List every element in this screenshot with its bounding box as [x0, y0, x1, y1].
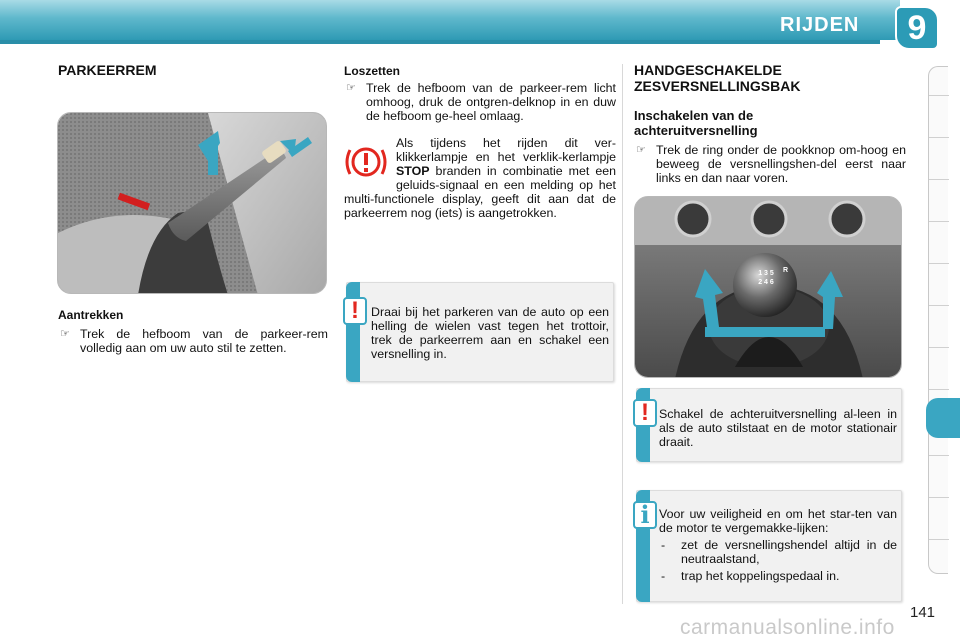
warning-text-part1: Als tijdens het rijden dit ver-klikkerlampje en het verklik-kerlampje	[396, 136, 616, 164]
safety-info-item	[659, 538, 897, 566]
reverse-instruction	[634, 143, 906, 185]
warning-light-section	[344, 136, 616, 220]
reverse-gear-label: R	[783, 267, 789, 274]
rail-divider	[929, 455, 949, 456]
safety-info-item	[659, 569, 897, 583]
pointing-hand-icon: ☞	[636, 144, 646, 156]
page-header	[0, 0, 960, 52]
rail-divider	[929, 305, 949, 306]
rail-divider	[929, 263, 949, 264]
info-icon: i	[633, 501, 657, 529]
parking-brake-title: PARKEERREM	[58, 62, 157, 78]
release-text: Trek de hefboom van de parkeer-rem licht omhoog, druk de ontgren-delknop in en duw de hefboom ge-heel omlaag.	[366, 81, 616, 123]
reverse-warning-text: Schakel de achteruitversnelling al-leen in als de auto stilstaat en de motor stationair draait.	[659, 407, 897, 449]
parking-slope-note-text: Draai bij het parkeren van de auto op een helling de wielen vast tegen het trottoir, trek de parkeerrem aan en schakel een versnelling in.	[371, 305, 609, 361]
parking-slope-note	[346, 282, 614, 382]
pointing-hand-icon: ☞	[60, 328, 70, 340]
gear-lever-photo	[634, 196, 902, 378]
watermark: carmanualsonline.info	[680, 616, 895, 639]
apply-text: Trek de hefboom van de parkeer-rem volledig aan om uw auto stil te zetten.	[80, 327, 328, 355]
section-title: RIJDEN	[780, 14, 860, 36]
rail-divider	[929, 221, 949, 222]
parking-brake-illustration	[58, 113, 327, 294]
release-instruction	[344, 81, 616, 123]
reverse-subtitle-line1: Inschakelen van de	[634, 108, 754, 123]
list-dash: -	[661, 538, 666, 552]
release-section	[344, 64, 616, 123]
header-rule	[0, 40, 880, 44]
parking-brake-photo	[57, 112, 327, 294]
safety-info-content	[659, 507, 897, 583]
warning-exclamation-icon: !	[633, 399, 657, 427]
warning-text-part2: branden in combinatie met een geluids-signaal en een melding op het multi-functionele display, geeft dit aan dat de parkeerrem nog (iets) is aangetrokken.	[344, 164, 616, 220]
rail-divider	[929, 389, 949, 390]
release-heading: Loszetten	[344, 64, 401, 78]
header-bar	[0, 0, 900, 40]
stop-label: STOP	[396, 164, 430, 178]
safety-info-item-text: trap het koppelingspedaal in.	[681, 569, 840, 583]
chapter-tab-rail	[928, 66, 948, 574]
pointing-hand-icon: ☞	[346, 82, 356, 94]
gearbox-section	[634, 62, 906, 185]
rail-divider	[929, 347, 949, 348]
apply-section	[58, 308, 328, 355]
page-number: 141	[910, 604, 936, 621]
brake-warning-light-icon	[344, 140, 388, 184]
rail-divider	[929, 95, 949, 96]
safety-info-intro: Voor uw veiligheid en om het star-ten van de motor te vergemakke-lijken:	[659, 507, 897, 535]
rail-divider	[929, 179, 949, 180]
reverse-warning-note	[636, 388, 902, 462]
rail-divider	[929, 497, 949, 498]
apply-instruction	[58, 327, 328, 355]
rail-divider	[929, 539, 949, 540]
left-column	[58, 62, 328, 78]
apply-heading: Aantrekken	[58, 308, 124, 322]
reverse-subtitle-line2: achteruitversnelling	[634, 123, 758, 138]
safety-info-note	[636, 490, 902, 602]
safety-info-item-text: zet de versnellingshendel altijd in de neutraalstand,	[681, 538, 897, 566]
rail-divider	[929, 137, 949, 138]
reverse-text: Trek de ring onder de pookknop om-hoog en beweeg de versnellingshen-del eerst naar links en dan naar voren.	[656, 143, 906, 185]
chapter-number-badge: 9	[895, 6, 939, 50]
warning-exclamation-icon: !	[343, 297, 367, 325]
gear-pattern-label: 1 3 5 2 4 6	[758, 270, 774, 286]
column-divider	[622, 64, 623, 604]
list-dash: -	[661, 569, 666, 583]
gear-lever-illustration	[635, 197, 902, 378]
gearbox-title-line2: ZESVERSNELLINGSBAK	[634, 78, 801, 94]
chapter-tab-active[interactable]	[926, 398, 960, 438]
gearbox-title-line1: HANDGESCHAKELDE	[634, 62, 782, 78]
